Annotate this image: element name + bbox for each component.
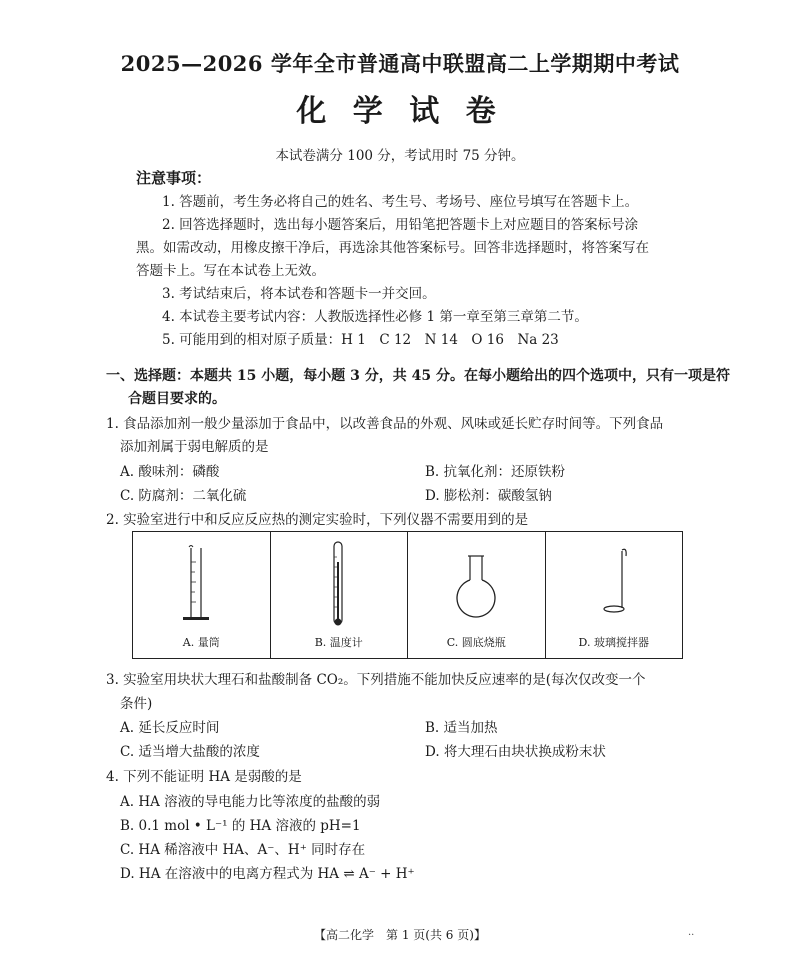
q3-stem-cont: 条件) (120, 696, 153, 712)
q4-option-c: C. HA 稀溶液中 HA、A⁻、H⁺ 同时存在 (120, 842, 366, 858)
q1-stem-cont: 添加剂属于弱电解质的是 (120, 439, 269, 455)
subject-title: 化 学 试 卷 (296, 94, 504, 129)
apparatus-cell-d (545, 532, 683, 659)
apparatus-cell-a (133, 532, 271, 659)
q2-stem: 2. 实验室进行中和反应反应热的测定实验时，下列仪器不需要用到的是 (106, 512, 529, 528)
notice-line-2: 2. 回答选择题时，选出每小题答案后，用铅笔把答题卡上对应题目的答案标号涂 (162, 217, 639, 233)
q3-stem: 3. 实验室用块状大理石和盐酸制备 CO₂。下列措施不能加快反应速率的是(每次仅改变一个 (106, 672, 646, 688)
apparatus-label-a: A. 量筒 (182, 636, 220, 649)
q3-option-b: B. 适当加热 (425, 720, 498, 736)
q1-option-b: B. 抗氧化剂：还原铁粉 (425, 464, 566, 480)
corner-mark: ·· (688, 930, 695, 941)
apparatus-table (132, 531, 683, 659)
apparatus-label-c: C. 圆底烧瓶 (446, 636, 506, 649)
q1-stem: 1. 食品添加剂一般少量添加于食品中，以改善食品的外观、风味或延长贮存时间等。下列食品 (106, 416, 664, 432)
page-footer: 【高二化学 第 1 页(共 6 页)】 (314, 928, 486, 942)
q4-option-d: D. HA 在溶液中的电离方程式为 HA ⇌ A⁻ + H⁺ (120, 866, 415, 882)
q4-stem: 4. 下列不能证明 HA 是弱酸的是 (106, 769, 302, 785)
notice-line-7: 5. 可能用到的相对原子质量：H 1 C 12 N 14 O 16 Na 23 (162, 332, 559, 348)
q1-option-a: A. 酸味剂：磷酸 (120, 464, 220, 480)
q4-option-b: B. 0.1 mol • L⁻¹ 的 HA 溶液的 pH=1 (120, 818, 361, 834)
q1-option-c: C. 防腐剂：二氧化硫 (120, 488, 247, 504)
exam-info: 本试卷满分 100 分，考试用时 75 分钟。 (275, 148, 525, 164)
notice-line-4: 答题卡上。写在本试卷上无效。 (136, 263, 325, 279)
q3-option-c: C. 适当增大盐酸的浓度 (120, 744, 260, 760)
notice-line-5: 3. 考试结束后，将本试卷和答题卡一并交回。 (162, 286, 436, 302)
q3-option-d: D. 将大理石由块状换成粉末状 (425, 744, 606, 760)
q1-option-d: D. 膨松剂：碳酸氢钠 (425, 488, 552, 504)
exam-title: 2025—2026 学年全市普通高中联盟高二上学期期中考试 (120, 51, 680, 76)
q4-option-a: A. HA 溶液的导电能力比等浓度的盐酸的弱 (120, 794, 381, 810)
notice-heading: 注意事项： (136, 169, 212, 187)
section-heading: 一、选择题：本题共 15 小题，每小题 3 分，共 45 分。在每小题给出的四个选项中，只有一项是符 (106, 368, 730, 384)
q3-option-a: A. 延长反应时间 (120, 720, 220, 736)
apparatus-cell-c (408, 532, 546, 659)
notice-line-6: 4. 本试卷主要考试内容：人教版选择性必修 1 第一章至第三章第二节。 (162, 309, 588, 325)
section-heading-cont: 合题目要求的。 (128, 391, 226, 407)
notice-line-1: 1. 答题前，考生务必将自己的姓名、考生号、考场号、座位号填写在答题卡上。 (162, 194, 639, 210)
apparatus-label-d: D. 玻璃搅拌器 (578, 636, 649, 649)
apparatus-cell-b (270, 532, 408, 659)
notice-line-3: 黑。如需改动，用橡皮擦干净后，再选涂其他答案标号。回答非选择题时，将答案写在 (136, 240, 649, 256)
apparatus-label-b: B. 温度计 (314, 636, 363, 649)
